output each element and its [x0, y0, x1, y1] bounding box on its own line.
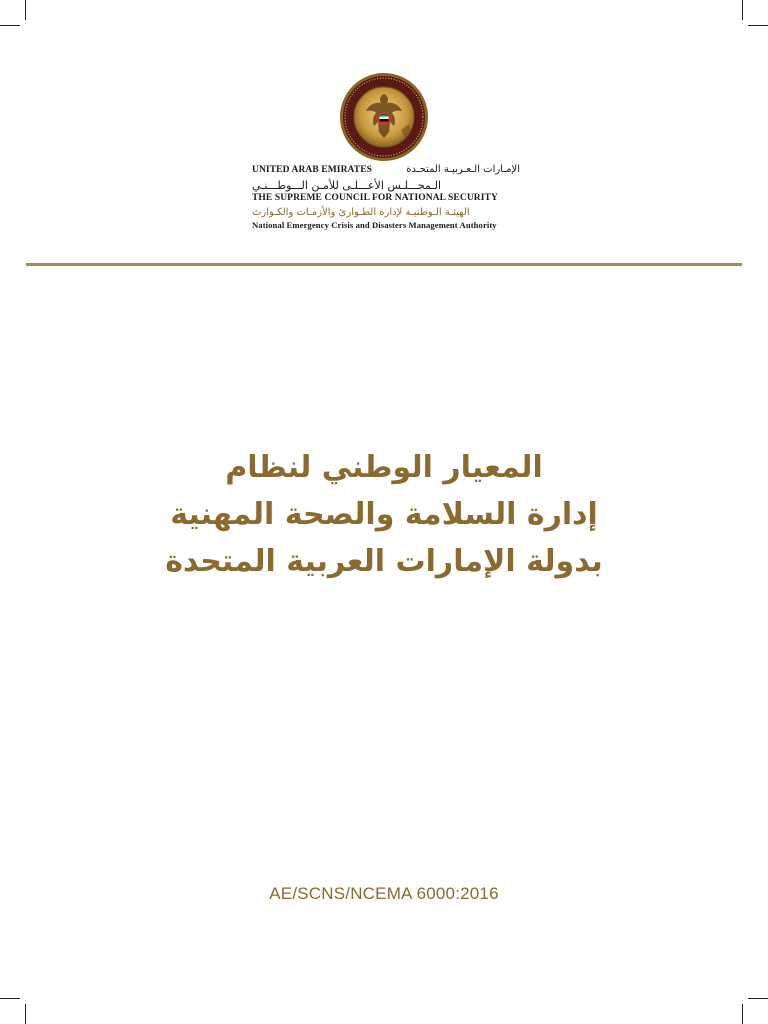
- header-divider: [26, 263, 742, 266]
- crop-mark-top-left: [25, 0, 26, 20]
- crop-mark-bottom-left: [25, 1004, 26, 1024]
- uae-name-ar: الإمـارات الـعـربيـة المتحـدة: [406, 164, 520, 175]
- document-title: [120, 444, 648, 585]
- crop-mark-left-bottom: [0, 998, 20, 999]
- crop-mark-right-bottom: [748, 998, 768, 999]
- title-line-3: بدولة الإمارات العربية المتحدة: [165, 544, 603, 579]
- council-name-ar: الـمجـــلـس الأعـــلـى للأمـن الـــوطـــنـي: [252, 179, 442, 192]
- crop-mark-right-top: [748, 25, 768, 26]
- uae-name-line: [252, 164, 520, 179]
- title-line-2: إدارة السلامة والصحة المهنية: [170, 497, 598, 532]
- title-line-1: المعيار الوطني لنظام: [225, 450, 543, 485]
- council-ar-line: [252, 179, 520, 193]
- authority-name-ar: الهيئـة الـوطنيـة لإدارة الطـوارئ والأزمـات والكـوارث: [252, 207, 470, 218]
- crop-mark-top-right: [742, 0, 743, 20]
- crop-mark-left-top: [0, 25, 20, 26]
- authority-ar-line: [252, 207, 520, 220]
- uae-emblem-icon: [339, 72, 429, 162]
- standard-code: AE/SCNS/NCEMA 6000:2016: [269, 884, 499, 903]
- organization-header: [252, 164, 520, 232]
- council-en-line: [252, 193, 520, 207]
- council-name-en: THE SUPREME COUNCIL FOR NATIONAL SECURITY: [252, 193, 498, 203]
- crop-mark-bottom-right: [742, 1004, 743, 1024]
- authority-name-en: National Emergency Crisis and Disasters Management Authority: [252, 220, 497, 230]
- authority-en-line: [252, 220, 520, 232]
- uae-name-en: UNITED ARAB EMIRATES: [252, 165, 373, 175]
